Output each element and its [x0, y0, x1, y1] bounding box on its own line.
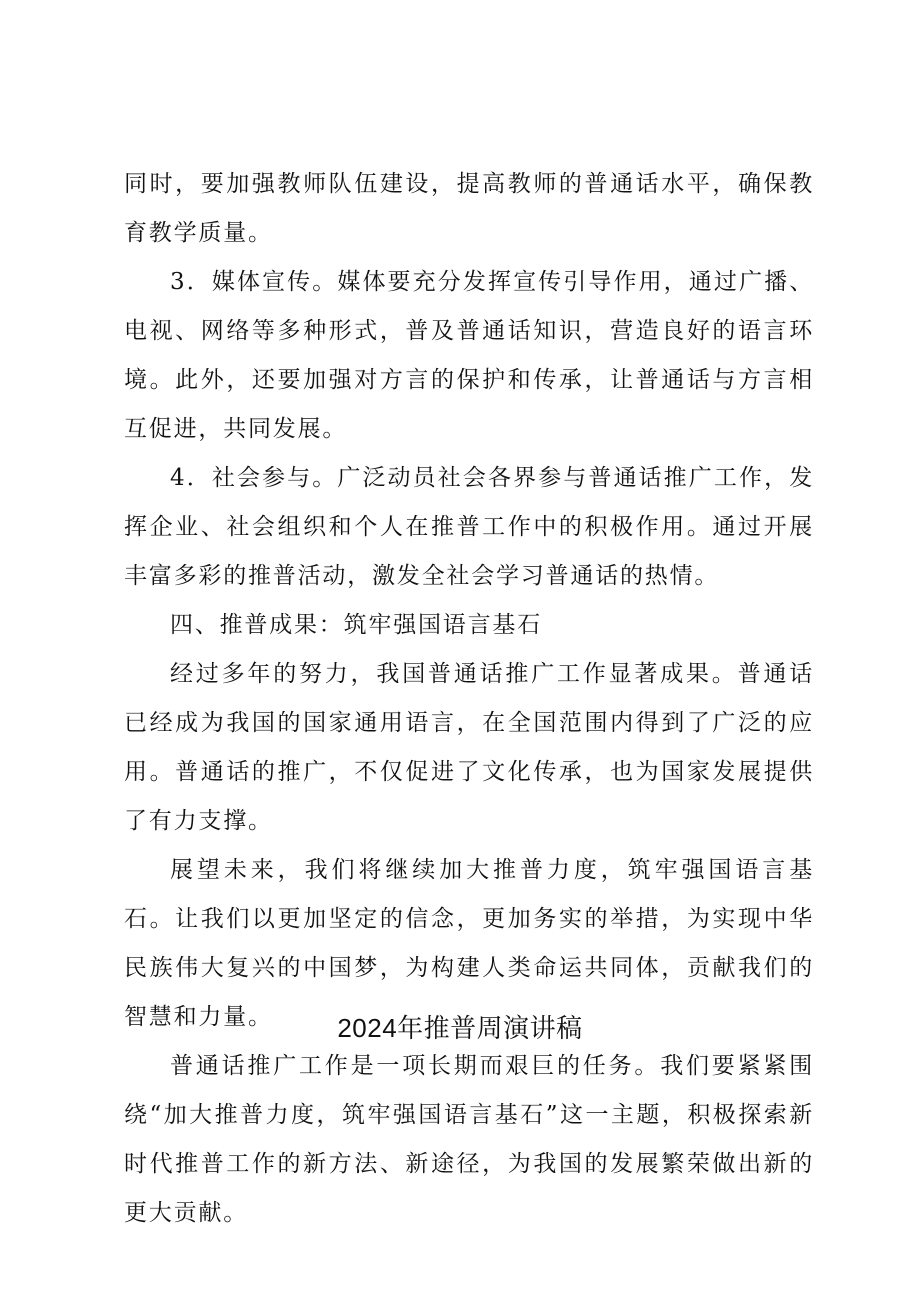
paragraph-conclusion: 普通话推广工作是一项长期而艰巨的任务。我们要紧紧围绕“加大推普力度，筑牢强国语言基石”这一主题，积极探索新时代推普工作的新方法、新途径，为我国的发展繁荣做出新的更大贡献。: [124, 1053, 814, 1226]
paragraph-achievements: 经过多年的努力，我国普通话推广工作显著成果。普通话已经成为我国的国家通用语言，在全国范围内得到了广泛的应用。普通话的推广，不仅促进了文化传承，也为国家发展提供了有力支撑。: [124, 661, 814, 834]
document-body: [124, 160, 814, 1238]
paragraph-media-promotion: 3．媒体宣传。媒体要充分发挥宣传引导作用，通过广播、电视、网络等多种形式，普及普通话知识，营造良好的语言环境。此外，还要加强对方言的保护和传承，让普通话与方言相互促进，共同发展。: [124, 269, 814, 442]
paragraph-social-participation: 4．社会参与。广泛动员社会各界参与普通话推广工作，发挥企业、社会组织和个人在推普工作中的积极作用。通过开展丰富多彩的推普活动，激发全社会学习普通话的热情。: [124, 465, 814, 589]
paragraph-continuation: 同时，要加强教师队伍建设，提高教师的普通话水平，确保教育教学质量。: [124, 171, 814, 246]
paragraph-outlook: 展望未来，我们将继续加大推普力度，筑牢强国语言基石。让我们以更加坚定的信念，更加务实的举措，为实现中华民族伟大复兴的中国梦，为构建人类命运共同体，贡献我们的智慧和力量。: [124, 857, 814, 1030]
section-heading-achievements: 四、推普成果：筑牢强国语言基石: [170, 612, 542, 638]
next-document-title: 2024年推普周演讲稿: [337, 1013, 583, 1043]
